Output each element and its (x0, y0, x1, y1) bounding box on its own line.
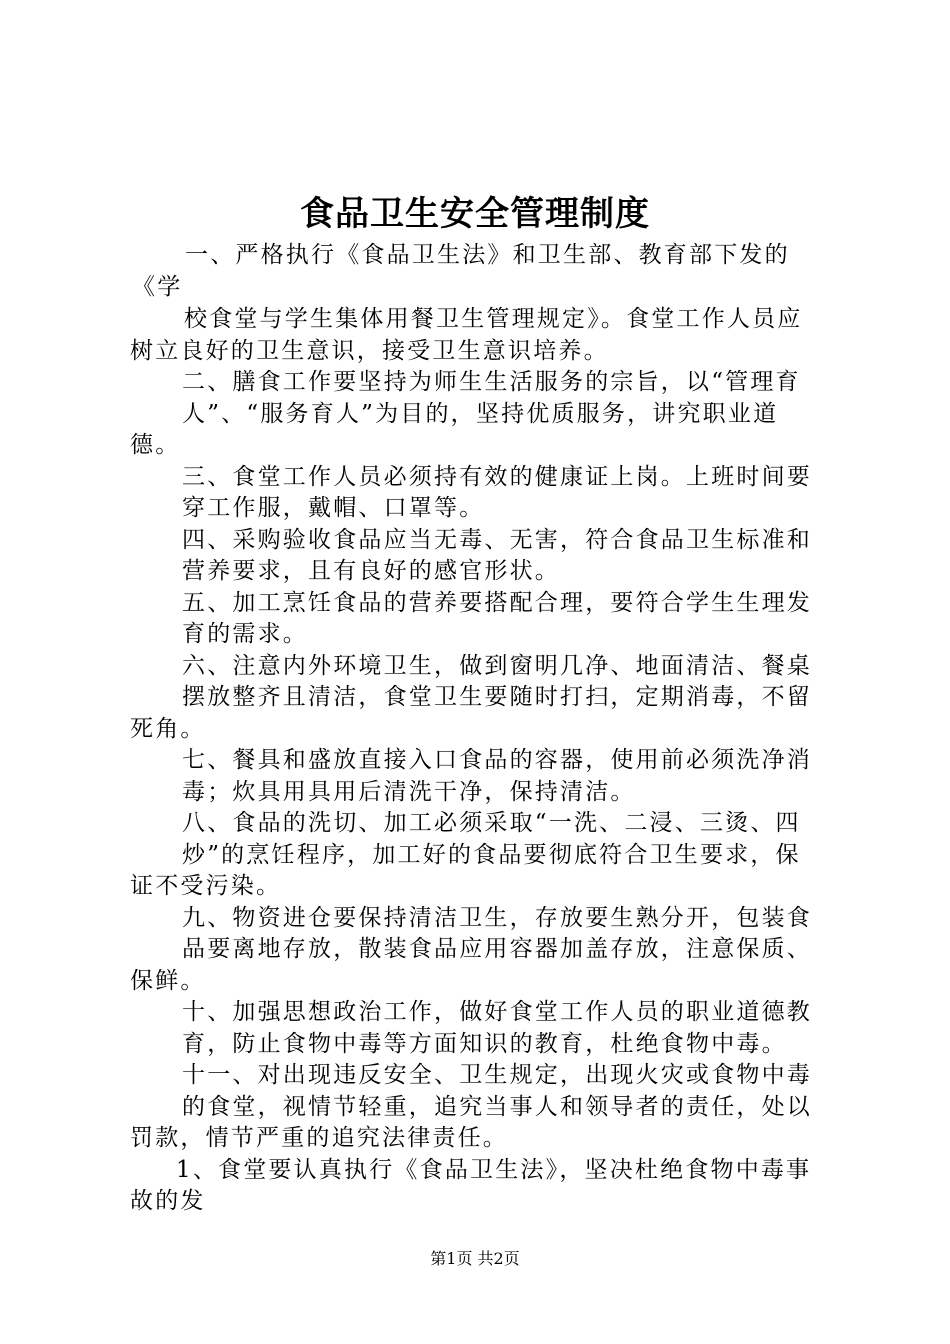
body-line: 育的需求。 (182, 621, 308, 647)
body-line: 故的发 (130, 1188, 206, 1214)
body-line: 二、膳食工作要坚持为师生生活服务的宗旨，以“管理育 (182, 369, 801, 395)
body-line: 德。 (130, 432, 181, 458)
body-line: 品要离地存放，散装食品应用容器加盖存放，注意保质、 (182, 936, 812, 962)
body-line: 九、物资进仓要保持清洁卫生，存放要生熟分开，包装食 (182, 905, 812, 931)
body-line: 六、注意内外环境卫生，做到窗明几净、地面清洁、餐桌 (182, 653, 812, 679)
body-line: 人”、“服务育人”为目的，坚持优质服务，讲究职业道 (182, 401, 779, 427)
body-line: 校食堂与学生集体用餐卫生管理规定》。食堂工作人员应 (184, 306, 803, 332)
body-line: 摆放整齐且清洁，食堂卫生要随时打扫，定期消毒，不留 (182, 684, 812, 710)
body-line: 保鲜。 (130, 968, 206, 994)
body-line: 《学 (132, 274, 183, 300)
body-line: 八、食品的洗切、加工必须采取“一洗、二浸、三烫、四 (182, 810, 801, 836)
body-line: 的食堂，视情节轻重，追究当事人和领导者的责任，处以 (182, 1094, 812, 1120)
body-line: 死角。 (130, 716, 206, 742)
body-line: 七、餐具和盛放直接入口食品的容器，使用前必须洗净消 (182, 747, 812, 773)
body-line: 育，防止食物中毒等方面知识的教育，杜绝食物中毒。 (182, 1031, 787, 1057)
body-line: 五、加工烹饪食品的营养要搭配合理，要符合学生生理发 (182, 590, 812, 616)
body-line: 十一、对出现违反安全、卫生规定，出现火灾或食物中毒 (182, 1062, 812, 1088)
body-line: 营养要求，且有良好的感官形状。 (182, 558, 560, 584)
body-line: 毒；炊具用具用后清洗干净，保持清洁。 (182, 779, 636, 805)
body-line: 树立良好的卫生意识，接受卫生意识培养。 (130, 338, 609, 364)
body-line: 穿工作服，戴帽、口罩等。 (182, 495, 485, 521)
body-line: 四、采购验收食品应当无毒、无害，符合食品卫生标准和 (182, 527, 812, 553)
body-line: 炒”的烹饪程序，加工好的食品要彻底符合卫生要求，保 (182, 842, 801, 868)
body-line: 三、食堂工作人员必须持有效的健康证上岗。上班时间要 (182, 464, 812, 490)
page-footer: 第1页 共2页 (430, 1249, 520, 1268)
body-line: 1、食堂要认真执行《食品卫生法》，坚决杜绝食物中毒事 (176, 1157, 812, 1183)
body-line: 证不受污染。 (130, 873, 282, 899)
body-line: 一、严格执行《食品卫生法》和卫生部、教育部下发的 (185, 242, 790, 268)
page-title: 食品卫生安全管理制度 (300, 194, 650, 234)
body-line: 十、加强思想政治工作，做好食堂工作人员的职业道德教 (182, 999, 812, 1025)
body-line: 罚款，情节严重的追究法律责任。 (130, 1125, 508, 1151)
